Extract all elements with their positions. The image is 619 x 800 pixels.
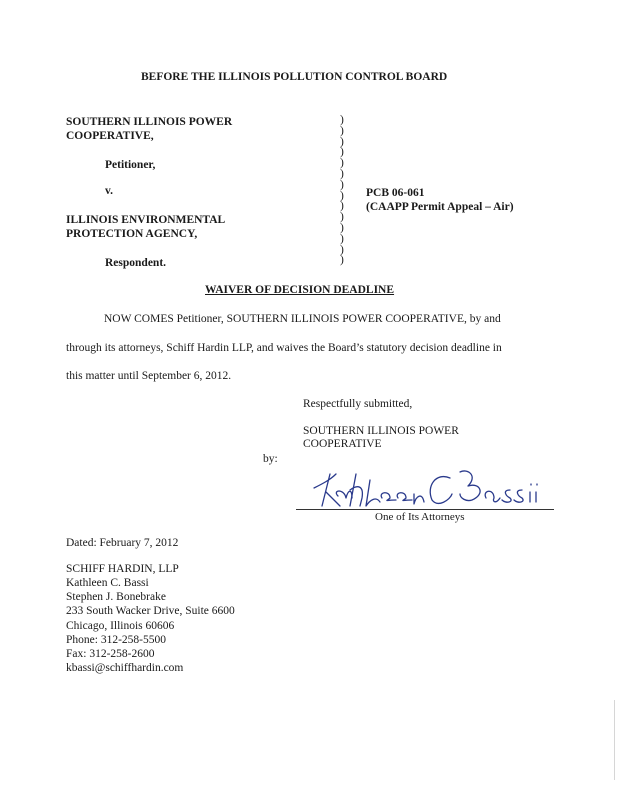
street-address: 233 South Wacker Drive, Suite 6600 [66, 605, 235, 617]
email-address: kbassi@schiffhardin.com [66, 662, 184, 674]
firm-name: SCHIFF HARDIN, LLP [66, 563, 179, 575]
signing-party-line2: COOPERATIVE [303, 438, 382, 450]
signing-party-line1: SOUTHERN ILLINOIS POWER [303, 425, 459, 437]
petitioner-name-line1: SOUTHERN ILLINOIS POWER [66, 116, 233, 128]
versus-label: v. [105, 185, 113, 197]
attorney-1: Kathleen C. Bassi [66, 577, 149, 589]
attorney-2: Stephen J. Bonebrake [66, 591, 166, 603]
body-line-1: NOW COMES Petitioner, SOUTHERN ILLINOIS POWER COOPERATIVE, by and [104, 313, 501, 325]
dated-line: Dated: February 7, 2012 [66, 537, 179, 549]
board-title: BEFORE THE ILLINOIS POLLUTION CONTROL BOARD [141, 71, 448, 83]
body-line-2: through its attorneys, Schiff Hardin LLP, and waives the Board’s statutory decision deadline in [66, 342, 502, 354]
body-line-3: this matter until September 6, 2012. [66, 370, 232, 382]
signer-caption: One of Its Attorneys [375, 511, 465, 523]
respondent-name-line1: ILLINOIS ENVIRONMENTAL [66, 214, 226, 226]
respondent-role: Respondent. [105, 257, 167, 269]
caption-paren-column: ) ) ) ) ) ) ) ) ) ) ) ) ) ) [340, 114, 344, 267]
document-title: WAIVER OF DECISION DEADLINE [205, 284, 395, 296]
by-label: by: [263, 453, 278, 465]
scan-edge-mark [614, 700, 615, 780]
respondent-name-line2: PROTECTION AGENCY, [66, 228, 198, 240]
petitioner-role: Petitioner, [105, 159, 156, 171]
phone-number: Phone: 312-258-5500 [66, 634, 166, 646]
case-number: PCB 06-061 [366, 187, 425, 199]
fax-number: Fax: 312-258-2600 [66, 648, 155, 660]
city-address: Chicago, Illinois 60606 [66, 620, 175, 632]
petitioner-name-line2: COOPERATIVE, [66, 130, 154, 142]
signature-line [296, 509, 554, 510]
closing-text: Respectfully submitted, [303, 398, 413, 410]
case-type: (CAAPP Permit Appeal – Air) [366, 201, 514, 213]
